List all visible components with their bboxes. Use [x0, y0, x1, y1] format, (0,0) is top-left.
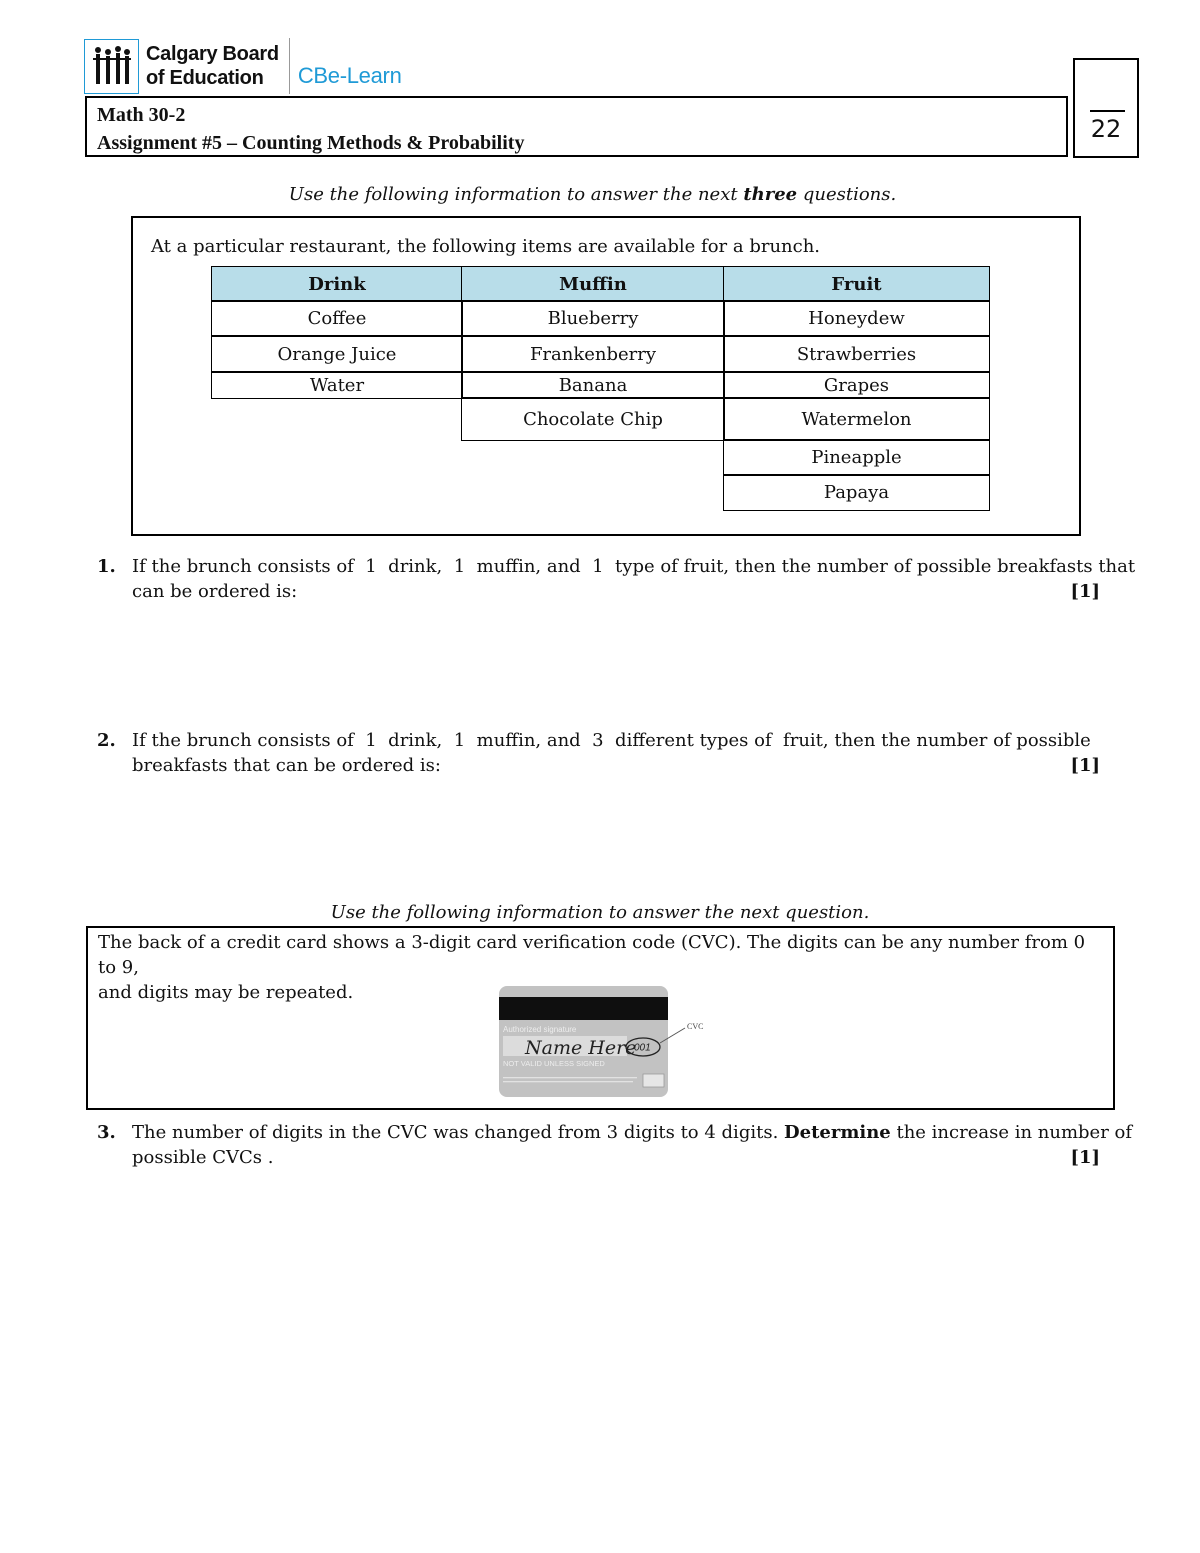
drink-cell: Coffee	[211, 300, 463, 337]
cvc-info-box	[86, 926, 1115, 1110]
column-header-muffin: Muffin	[461, 266, 725, 302]
course-title: Math 30-2	[97, 104, 186, 126]
cvc-text-line: and digits may be repeated.	[98, 982, 354, 1003]
question-3	[97, 1120, 1133, 1170]
muffin-cell: Blueberry	[461, 300, 725, 337]
question-number: 1.	[97, 556, 116, 577]
question-number: 3.	[97, 1122, 116, 1143]
brand-name: CBe-Learn	[297, 63, 402, 88]
question-1	[97, 554, 1136, 604]
question-text-line: can be ordered is:	[132, 581, 298, 602]
muffin-cell: Frankenberry	[461, 335, 725, 373]
credit-card-back-image	[499, 985, 719, 1105]
total-marks: 22	[1090, 115, 1122, 143]
fruit-cell: Strawberries	[723, 335, 990, 373]
question-marks: [1]	[1070, 1147, 1100, 1168]
cvc-text-line: The back of a credit card shows a 3-digit card verification code (CVC). The digits can be any number from 0 to 9,	[98, 932, 1086, 978]
fruit-cell: Pineapple	[723, 439, 990, 476]
org-line-1: Calgary Board	[146, 43, 279, 65]
brunch-info-box	[131, 216, 1081, 536]
question-text-line: possible CVCs .	[132, 1147, 274, 1168]
column-header-fruit: Fruit	[723, 266, 990, 302]
org-name	[146, 42, 279, 90]
fruit-cell: Watermelon	[723, 397, 990, 441]
fruit-cell: Papaya	[723, 474, 990, 511]
muffin-cell: Banana	[461, 371, 725, 399]
card-signature: Name Here	[525, 1037, 637, 1059]
drink-cell: Orange Juice	[211, 335, 463, 373]
card-cvc-code: 001	[634, 1042, 651, 1054]
card-signature-label: Authorized signature	[503, 1025, 577, 1034]
title-box	[85, 96, 1068, 157]
instruction-next-question: Use the following information to answer the next question.	[330, 902, 870, 923]
cbe-logo	[84, 37, 402, 95]
fruit-cell: Honeydew	[723, 300, 990, 337]
question-2	[97, 728, 1102, 778]
question-text-prefix: The number of digits in the CVC was changed from 3 digits to 4 digits.	[132, 1122, 785, 1143]
people-logo-icon	[84, 39, 139, 94]
brunch-intro: At a particular restaurant, the following items are available for a brunch.	[151, 236, 821, 257]
column-header-drink: Drink	[211, 266, 463, 302]
muffin-cell: Chocolate Chip	[461, 397, 725, 441]
card-cvc-callout: CVC	[687, 1022, 704, 1031]
card-notice: NOT VALID UNLESS SIGNED	[503, 1059, 605, 1068]
instruction-three-questions: Use the following information to answer the next three questions.	[288, 184, 897, 205]
question-text-line	[132, 1120, 1133, 1145]
question-text-line: If the brunch consists of 1 drink, 1 muffin, and 3 different types of fruit, then the number of possible	[132, 730, 1091, 751]
question-text-bold: Determine	[784, 1122, 891, 1143]
assignment-title: Assignment #5 – Counting Methods & Probability	[97, 132, 525, 154]
question-text-suffix: the increase in number of	[890, 1122, 1133, 1143]
score-blank-line	[1090, 110, 1125, 112]
score-box	[1073, 58, 1139, 158]
question-text-line: If the brunch consists of 1 drink, 1 muffin, and 1 type of fruit, then the number of possible breakfasts that	[132, 556, 1136, 577]
question-number: 2.	[97, 730, 116, 751]
question-marks: [1]	[1070, 755, 1100, 776]
question-marks: [1]	[1070, 581, 1100, 602]
drink-cell: Water	[211, 371, 463, 399]
question-text-line: breakfasts that can be ordered is:	[132, 755, 441, 776]
org-line-2: of Education	[146, 67, 264, 89]
fruit-cell: Grapes	[723, 371, 990, 399]
logo-divider	[289, 38, 290, 94]
